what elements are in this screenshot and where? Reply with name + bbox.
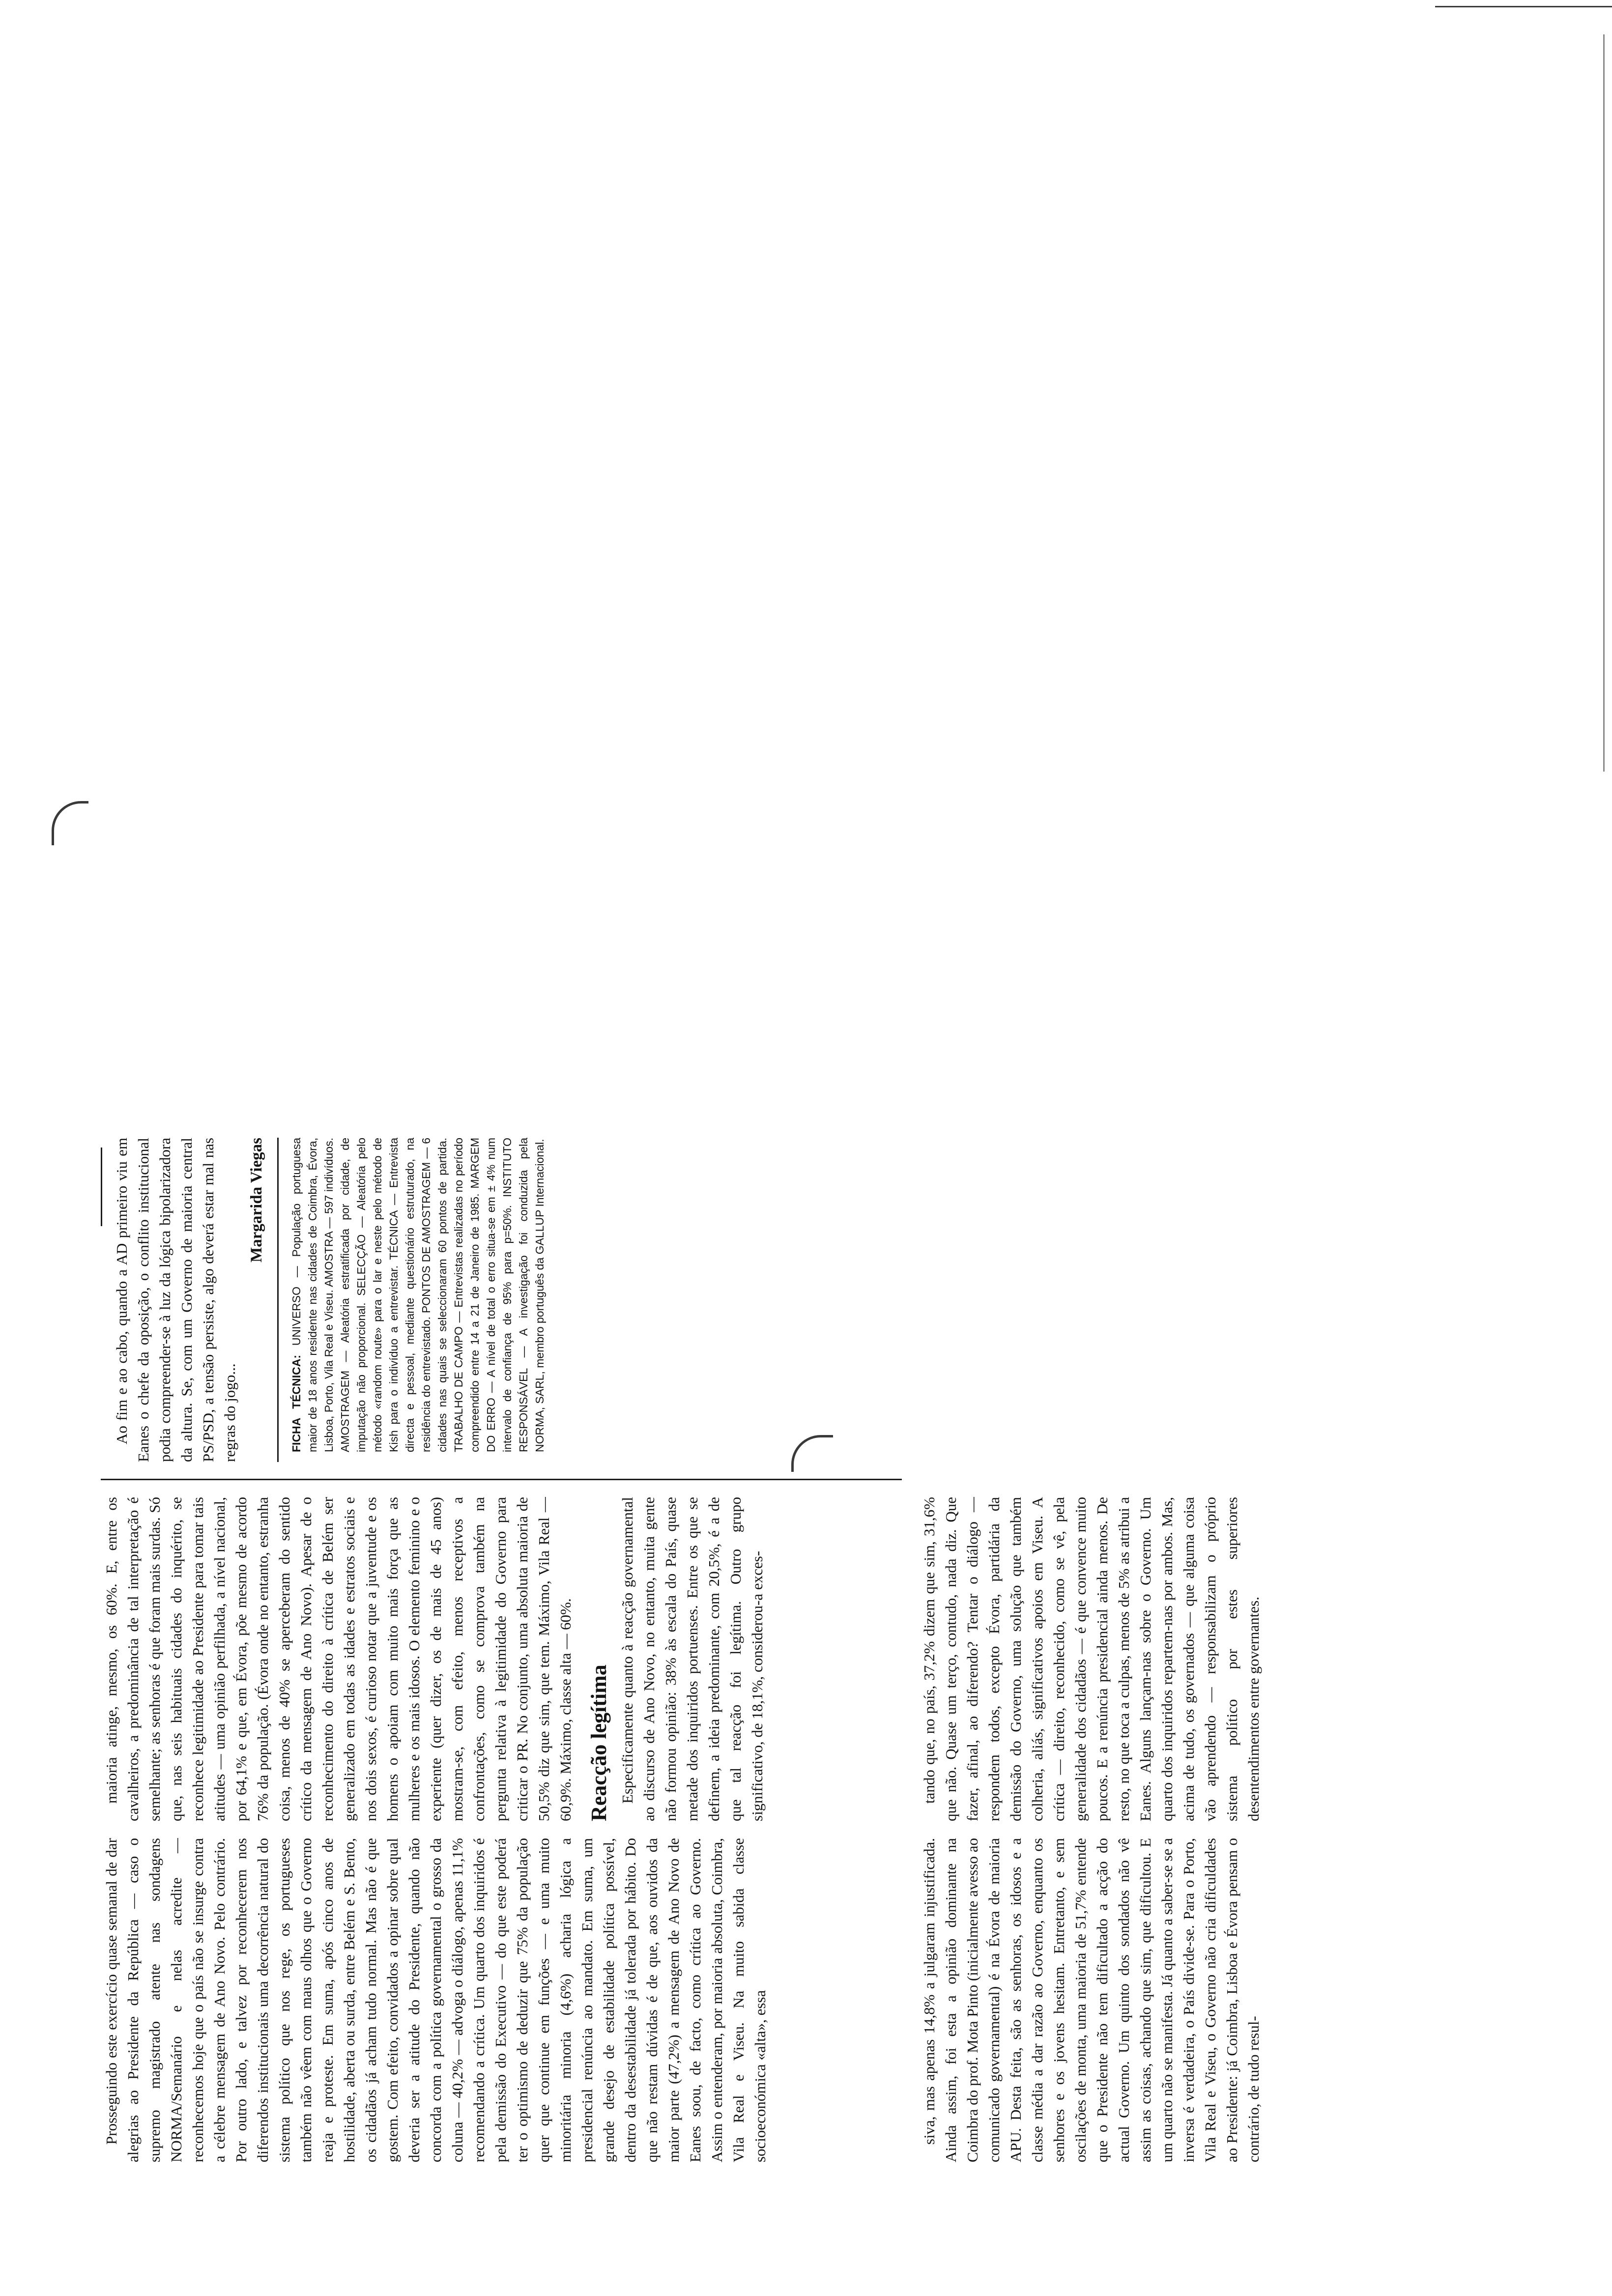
column-text: maioria atinge, mesmo, os 60%. E, entre os cavalheiros, a predominância de tal interpretação é semelhante; as senhoras é que foram mais surdas. Só que, nas seis habituais cidades do inquérito, se reconhece legitimidade ao Presidente para tomar tais atitudes — uma opinião perfilhada, a nível nacional, por 64,1% e que, em Évora, põe mesmo de acordo 76% da população. (Évora onde no entanto, estranha coisa, menos de 40% se aperceberam do sentido crítico da mensagem de Ano Novo). Apesar de o reconhecimento do direito à crítica de Belém ser generalizado em todas as idades e estratos sociais e nos dois sexos, é curioso notar que a juventude e os homens o apoiam com muito mais força que as mulheres e os mais idosos. O elemento feminino e o experiente (quer dizer, os de mais de 45 anos) mostram-se, com efeito, menos receptivos a confrontações, como se comprova também na pergunta relativa à legitimidade do Governo para criticar o PR. No conjunto, uma absoluta maioria de 50,5% diz que sim, que tem. Máximo, Vila Real — 60,9%. Máximo, classe alta — 60%. xyxy=(103,1497,574,1821)
column-text: Prosseguindo este exercício quase semanal de dar alegrias ao Presidente da República — caso o supremo magistrado atente nas sondagens NORMA/Semanário e nelas acredite — reconhecemos hoje que o país não se insurge contra a célebre mensagem de Ano Novo. Pelo contrário. Por outro lado, e talvez por reconhecerem nos diferendos institucionais uma decorrência natural do sistema político que nos rege, os portugueses também não vêem com maus olhos que o Governo reaja e proteste. Em suma, após cinco anos de hostilidade, aberta ou surda, entre Belém e S. Bento, os cidadãos já acham tudo normal. Mas não é que gostem. Com efeito, convidados a opinar sobre qual deveria ser a atitude do Presidente, quando não concorda com a política governamental o grosso da coluna — 40,2% — advoga o diálogo, apenas 11,1% recomendando a crítica. Um quarto dos inquiridos é pela demissão do Executivo — do que este poderá ter o optimismo de deduzir que 75% da população quer que continue em funções — e uma muito minoritária minoria (4,6%) acharia lógica a presidencial renúncia ao mandato. Em suma, um grande desejo de estabilidade política possível, dentro da desestabilidade já tolerada por hábito. Do que não restam dúvidas é de que, aos ouvidos da maior parte (47,2%) a mensagem de Ano Novo de Eanes soou, de facto, como crítica ao Governo. Assim o entenderam, por maioria absoluta, Coimbra, Vila Real e Viseu. Na muito sabida classe socioeconómica «alta», essa xyxy=(103,1838,769,2162)
technical-sheet-title: FICHA TÉCNICA: xyxy=(290,1354,303,1452)
column-rule xyxy=(101,1479,902,1480)
column-text: Especificamente quanto à reacção governamental ao discurso de Ano Novo, no entanto, muita gente não formou opinião: 38% às escala do País, quase metade dos inquiridos portuenses. Entre os que se definem, a ideia predominante, com 20,5%, é a de que tal reacção foi legítima. Outro grupo significativo, de 18,1%, considerou-a exces- xyxy=(619,1497,766,1821)
subhead: Reacção legítima xyxy=(587,1665,611,1821)
article-column-3 xyxy=(919,1838,1439,2162)
article-column-5 xyxy=(101,1138,267,1462)
upper-columns xyxy=(101,319,902,2162)
column-text: Ao fim e ao cabo, quando a AD primeiro viu em Eanes o chefe da oposição, o conflito institucional podia compreender-se à luz da lógica bipolarizadora da altura. Se, com um Governo de maioria central PS/PSD, a tensão persiste, algo deverá estar mal nas regras do jogo... xyxy=(113,1138,238,1462)
scan-hook-mark xyxy=(52,801,88,845)
lower-columns xyxy=(919,319,1439,2162)
technical-sheet-text: UNIVERSO — População portuguesa maior de 18 anos residente nas cidades de Coimbra, Évora, Lisboa, Porto, Vila Real e Viseu. AMOSTRA — 597 indivíduos. AMOSTRAGEM — Aleatória estratificada por cidade, de imputação não proporcional. SELECÇÃO — Aleatória pelo método «random route» para o lar e neste pelo método de Kish para o indivíduo a entrevistar. TÉCNICA — Entrevista directa e pessoal, mediante questionário estruturado, na residência do entrevistado. PONTOS DE AMOSTRAGEM — 6 cidades nas quais se seleccionaram 60 pontos de partida. TRABALHO DE CAMPO — Entrevistas realizadas no período compreendido entre 14 a 21 de Janeiro de 1985. MARGEM DO ERRO — A nível de total o erro situa-se em ± 4% num intervalo de confiança de 95% para p=50%. INSTITUTO RESPONSÁVEL — A investigação foi conduzida pela NORMA, SARL, membro português da GALLUP Internacional. xyxy=(290,1138,546,1452)
technical-sheet xyxy=(288,1138,809,1452)
short-rule xyxy=(101,1148,102,1226)
scan-edge-rule xyxy=(1603,34,1605,772)
newspaper-page xyxy=(101,319,1477,2162)
horizontal-rule xyxy=(277,1138,279,1462)
column-text: tando que, no país, 37,2% dizem que sim, 31,6% que não. Quase um terço, contudo, nada diz. Que fazer, afinal, ao diferendo? Tentar o diálogo — respondem todos, excepto Évora, partidária da demissão do Governo, uma solução que também colheria, aliás, significativos apoios em Viseu. A crítica — direito, reconhecido, como se vê, pela generalidade dos cidadãos — é que convence muito poucos. E a renúncia presidencial ainda menos. De resto, no que toca a culpas, menos de 5% as atribui a Eanes. Alguns lançam-nas sobre o Governo. Um quarto dos inquiridos repartem-nas por ambos. Mas, acima de tudo, os governados — que alguma coisa vão aprendendo — responsabilizam o próprio sistema político por estes superiores desentendimentos entre governantes. xyxy=(921,1497,1262,1821)
article-column-1 xyxy=(101,1838,902,2162)
scan-edge-line xyxy=(1435,6,1612,7)
author-signature: Margarida Viegas xyxy=(248,1138,265,1263)
column-text: siva, mas apenas 14,8% a julgaram injustificada. Ainda assim, foi esta a opinião dominante na Coimbra do prof. Mota Pinto (inicialmente avesso ao comunicado governamental) é na Évora de maioria APU. Desta feita, são as senhoras, os idosos e a classe média a dar razão ao Governo, enquanto os senhores e os jovens hesitam. Entretanto, e sem oscilações de monta, uma maioria de 51,7% entende que o Presidente não tem dificultado a acção do actual Governo. Um quinto dos sondados não vê assim as coisas, achando que sim, que dificultou. E um quarto não se manifesta. Já quanto a saber-se se a inversa é verdadeira, o País divide-se. Para o Porto, Vila Real e Viseu, o Governo não cria dificuldades ao Presidente: já Coimbra, Lisboa e Évora pensam o contrário, de tudo resul- xyxy=(921,1838,1262,2162)
article-column-2 xyxy=(101,1497,902,1821)
right-column xyxy=(101,1138,902,1462)
article-column-4 xyxy=(919,1497,1439,1821)
